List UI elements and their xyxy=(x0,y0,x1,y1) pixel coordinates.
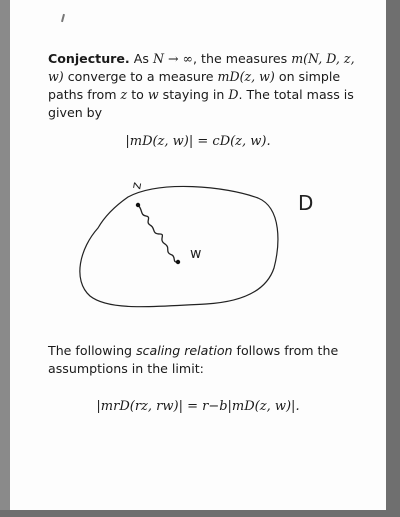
scaling-relation-term: scaling relation xyxy=(136,343,233,358)
conjecture-label: Conjecture. xyxy=(48,51,130,66)
random-path xyxy=(138,205,178,262)
measure-m-ndzw: m(N, D, z, w) xyxy=(48,51,355,84)
label-z: z xyxy=(129,181,146,191)
measure-md-zw: mD(z, w) xyxy=(217,69,275,84)
conjecture-paragraph: Conjecture. As N → ∞, the measures m(N, D, z, w) converge to a measure mD(z, w) on simple paths from z to w staying in D. The total mass is given by xyxy=(48,51,355,120)
scaling-equation: |mrD(rz, rw)| = r−b|mD(z, w)|. xyxy=(96,399,300,414)
scan-border-bottom xyxy=(0,510,400,517)
total-mass-equation: |mD(z, w)| = cD(z, w). xyxy=(125,134,271,149)
point-w xyxy=(176,260,180,264)
document-page xyxy=(10,0,386,510)
label-w: w xyxy=(190,246,202,262)
domain-boundary xyxy=(80,186,278,306)
scaling-paragraph: The following scaling relation follows from the assumptions in the limit: xyxy=(48,343,339,376)
domain-sketch xyxy=(10,0,386,320)
scan-border-right xyxy=(386,0,400,517)
label-domain: D xyxy=(298,191,314,215)
n-to-infinity: N → ∞ xyxy=(152,51,194,66)
point-z xyxy=(136,203,140,207)
